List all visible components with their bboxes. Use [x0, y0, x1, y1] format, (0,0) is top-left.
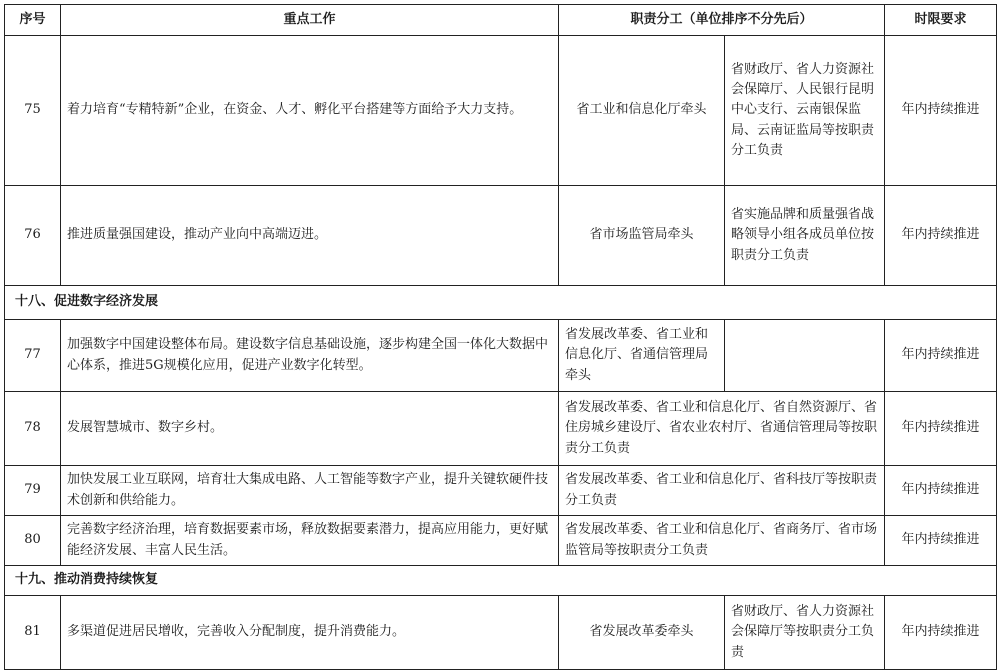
row-number: 75 — [5, 36, 61, 186]
table-row — [5, 392, 997, 466]
duty-units: 省发展改革委、省工业和信息化厅、省科技厅等按职责分工负责 — [559, 466, 885, 516]
task-text: 推进质量强国建设，推动产业向中高端迈进。 — [61, 186, 559, 286]
section-title-18: 十八、促进数字经济发展 — [5, 286, 997, 320]
row-number: 77 — [5, 320, 61, 392]
co-units: 省实施品牌和质量强省战略领导小组各成员单位按职责分工负责 — [725, 186, 885, 286]
deadline: 年内持续推进 — [885, 36, 997, 186]
lead-unit: 省工业和信息化厅牵头 — [559, 36, 725, 186]
table-row — [5, 466, 997, 516]
duty-units: 省发展改革委、省工业和信息化厅、省自然资源厅、省住房城乡建设厅、省农业农村厅、省通信管理局等按职责分工负责 — [559, 392, 885, 466]
task-text: 着力培育“专精特新”企业，在资金、人才、孵化平台搭建等方面给予大力支持。 — [61, 36, 559, 186]
task-text: 加快发展工业互联网，培育壮大集成电路、人工智能等数字产业，提升关键软硬件技术创新和供给能力。 — [61, 466, 559, 516]
header-duty: 职责分工（单位排序不分先后） — [559, 5, 885, 36]
lead-unit: 省市场监管局牵头 — [559, 186, 725, 286]
deadline: 年内持续推进 — [885, 596, 997, 670]
table-row — [5, 36, 997, 186]
co-units: 省财政厅、省人力资源社会保障厅、人民银行昆明中心支行、云南银保监局、云南证监局等按职责分工负责 — [725, 36, 885, 186]
header-deadline: 时限要求 — [885, 5, 997, 36]
deadline: 年内持续推进 — [885, 186, 997, 286]
table-row — [5, 516, 997, 566]
row-number: 79 — [5, 466, 61, 516]
section-row — [5, 286, 997, 320]
table-row — [5, 186, 997, 286]
deadline: 年内持续推进 — [885, 466, 997, 516]
task-text: 完善数字经济治理，培育数据要素市场，释放数据要素潜力，提高应用能力，更好赋能经济发展、丰富人民生活。 — [61, 516, 559, 566]
header-task: 重点工作 — [61, 5, 559, 36]
section-title-19: 十九、推动消费持续恢复 — [5, 566, 997, 596]
row-number: 81 — [5, 596, 61, 670]
work-table — [4, 4, 997, 670]
table-row — [5, 320, 997, 392]
header-no: 序号 — [5, 5, 61, 36]
duty-units: 省发展改革委、省工业和信息化厅、省商务厅、省市场监管局等按职责分工负责 — [559, 516, 885, 566]
co-units: 省财政厅、省人力资源社会保障厅等按职责分工负责 — [725, 596, 885, 670]
section-row — [5, 566, 997, 596]
deadline: 年内持续推进 — [885, 392, 997, 466]
deadline: 年内持续推进 — [885, 320, 997, 392]
table-row — [5, 596, 997, 670]
co-units — [725, 320, 885, 392]
task-text: 加强数字中国建设整体布局。建设数字信息基础设施，逐步构建全国一体化大数据中心体系，推进5G规模化应用，促进产业数字化转型。 — [61, 320, 559, 392]
row-number: 76 — [5, 186, 61, 286]
row-number: 80 — [5, 516, 61, 566]
lead-unit: 省发展改革委、省工业和信息化厅、省通信管理局牵头 — [559, 320, 725, 392]
task-text: 发展智慧城市、数字乡村。 — [61, 392, 559, 466]
deadline: 年内持续推进 — [885, 516, 997, 566]
header-row — [5, 5, 997, 36]
lead-unit: 省发展改革委牵头 — [559, 596, 725, 670]
row-number: 78 — [5, 392, 61, 466]
task-text: 多渠道促进居民增收，完善收入分配制度，提升消费能力。 — [61, 596, 559, 670]
